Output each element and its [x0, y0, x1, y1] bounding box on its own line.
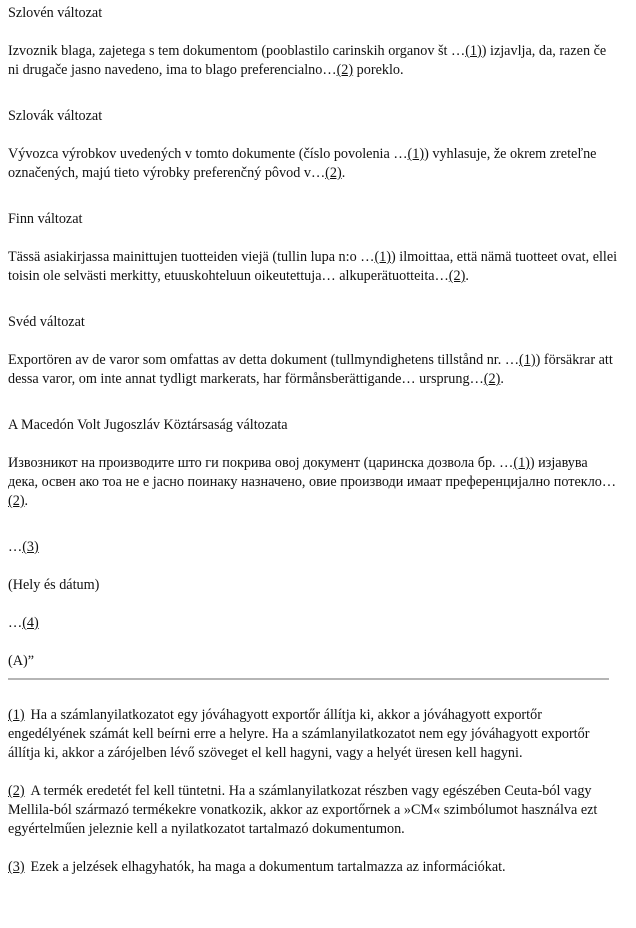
footnote-ref-2[interactable]: (2)	[483, 371, 501, 387]
footnote-1	[8, 706, 614, 763]
footnote-text: Ha a számlanyilatkozatot egy jóváhagyott exportőr állítja ki, akkor a jóváhagyott exportőr engedélyének számát kell beírni erre a helyre. Ha a számlanyilatkozatot nem egy jóváhagyott exportőr állítja ki, akkor a zárójelben lévő szöveget el kell hagyni, vagy a helyét üresen kell hagyni.	[8, 707, 590, 761]
declaration-text: ) изјавува дека, освен ако тоа не е јасно поинаку назначено, овие производи имаат преференцијално потекло…	[8, 455, 617, 490]
footnote-number[interactable]: (3)	[8, 859, 25, 875]
declaration-text: ) vyhlasuje, že okrem zreteľne označených, majú tieto výrobky preferenčný pôvod v…	[8, 146, 597, 181]
declaration-swedish	[8, 351, 620, 389]
place-and-date: (Hely és dátum)	[8, 577, 100, 593]
declaration-text: .	[465, 268, 469, 284]
footnote-text: A termék eredetét fel kell tüntetni. Ha a számlanyilatkozat részben vagy egészében Ceuta-ból vagy Mellila-ból származó termékekre vonatkozik, akkor az exportőrnek a »CM« szimbólumot használva ezt egyértelműen jeleznie kell a nyilatkozatot tartalmazó dokumentumon.	[8, 783, 598, 837]
declaration-text: ) ilmoittaa, että nämä tuotteet ovat, ellei toisin ole selvästi merkitty, etuuskohteluun oikeutettuja… alkuperätuotteita…	[8, 249, 618, 284]
signature-line-4	[8, 614, 620, 633]
footnote-ref-1[interactable]: (1)	[407, 146, 425, 162]
footnote-ref-2[interactable]: (2)	[8, 493, 25, 509]
footnote-ref-2[interactable]: (2)	[448, 268, 466, 284]
footnotes	[8, 706, 614, 896]
declaration-text: .	[500, 371, 504, 387]
footnote-ref-3[interactable]: (3)	[22, 539, 39, 555]
closing-mark: (A)”	[8, 653, 34, 669]
declaration-macedonian	[8, 454, 620, 511]
footnote-text: Ezek a jelzések elhagyhatók, ha maga a dokumentum tartalmazza az információkat.	[30, 859, 506, 875]
document-body	[8, 4, 620, 671]
footnote-number[interactable]: (1)	[8, 707, 25, 723]
section-heading-macedonian: A Macedón Volt Jugoszláv Köztársaság változata	[8, 417, 288, 433]
footnote-ref-1[interactable]: (1)	[519, 352, 536, 368]
footnote-ref-1[interactable]: (1)	[513, 455, 530, 471]
footnote-ref-1[interactable]: (1)	[465, 43, 482, 59]
declaration-text: .	[341, 165, 346, 181]
declaration-text: Izvoznik blaga, zajetega s tem dokumentom (pooblastilo carinskih organov št …	[8, 43, 466, 59]
footnote-3	[8, 858, 614, 877]
section-heading-swedish: Svéd változat	[8, 314, 85, 330]
section-heading-slovak: Szlovák változat	[8, 108, 103, 124]
declaration-text: ) izjavlja, da, razen če ni drugače jasno navedeno, ima to blago preferencialno…	[8, 43, 607, 78]
ellipsis: …	[8, 615, 23, 631]
footnote-number[interactable]: (2)	[8, 783, 25, 799]
declaration-text: ) försäkrar att dessa varor, om inte annat tydligt markerats, har förmånsberättigande… ursprung…	[8, 352, 613, 387]
footnote-separator	[8, 678, 609, 680]
footnote-ref-4[interactable]: (4)	[22, 615, 39, 631]
footnote-ref-2[interactable]: (2)	[336, 62, 354, 78]
footnote-2	[8, 782, 614, 839]
declaration-text: Vývozca výrobkov uvedených v tomto dokumente (číslo povolenia …	[8, 146, 408, 162]
declaration-text: Извозникот на производите што ги покрива овој документ (царинска дозвола бр. …	[8, 455, 514, 471]
footnote-ref-1[interactable]: (1)	[374, 249, 391, 265]
declaration-text: Tässä asiakirjassa mainittujen tuotteiden viejä (tullin lupa n:o …	[8, 249, 375, 265]
ellipsis: …	[8, 539, 23, 555]
declaration-text: poreklo.	[353, 62, 404, 78]
footnote-ref-2[interactable]: (2)	[325, 165, 342, 181]
declaration-slovenian	[8, 42, 620, 80]
declaration-text: Exportören av de varor som omfattas av detta dokument (tullmyndighetens tillstånd nr. …	[8, 352, 520, 368]
signature-line-3	[8, 538, 620, 557]
declaration-finnish	[8, 248, 620, 286]
section-heading-slovenian: Szlovén változat	[8, 5, 103, 21]
declaration-text: .	[24, 493, 29, 509]
declaration-slovak	[8, 145, 620, 183]
section-heading-finnish: Finn változat	[8, 211, 83, 227]
